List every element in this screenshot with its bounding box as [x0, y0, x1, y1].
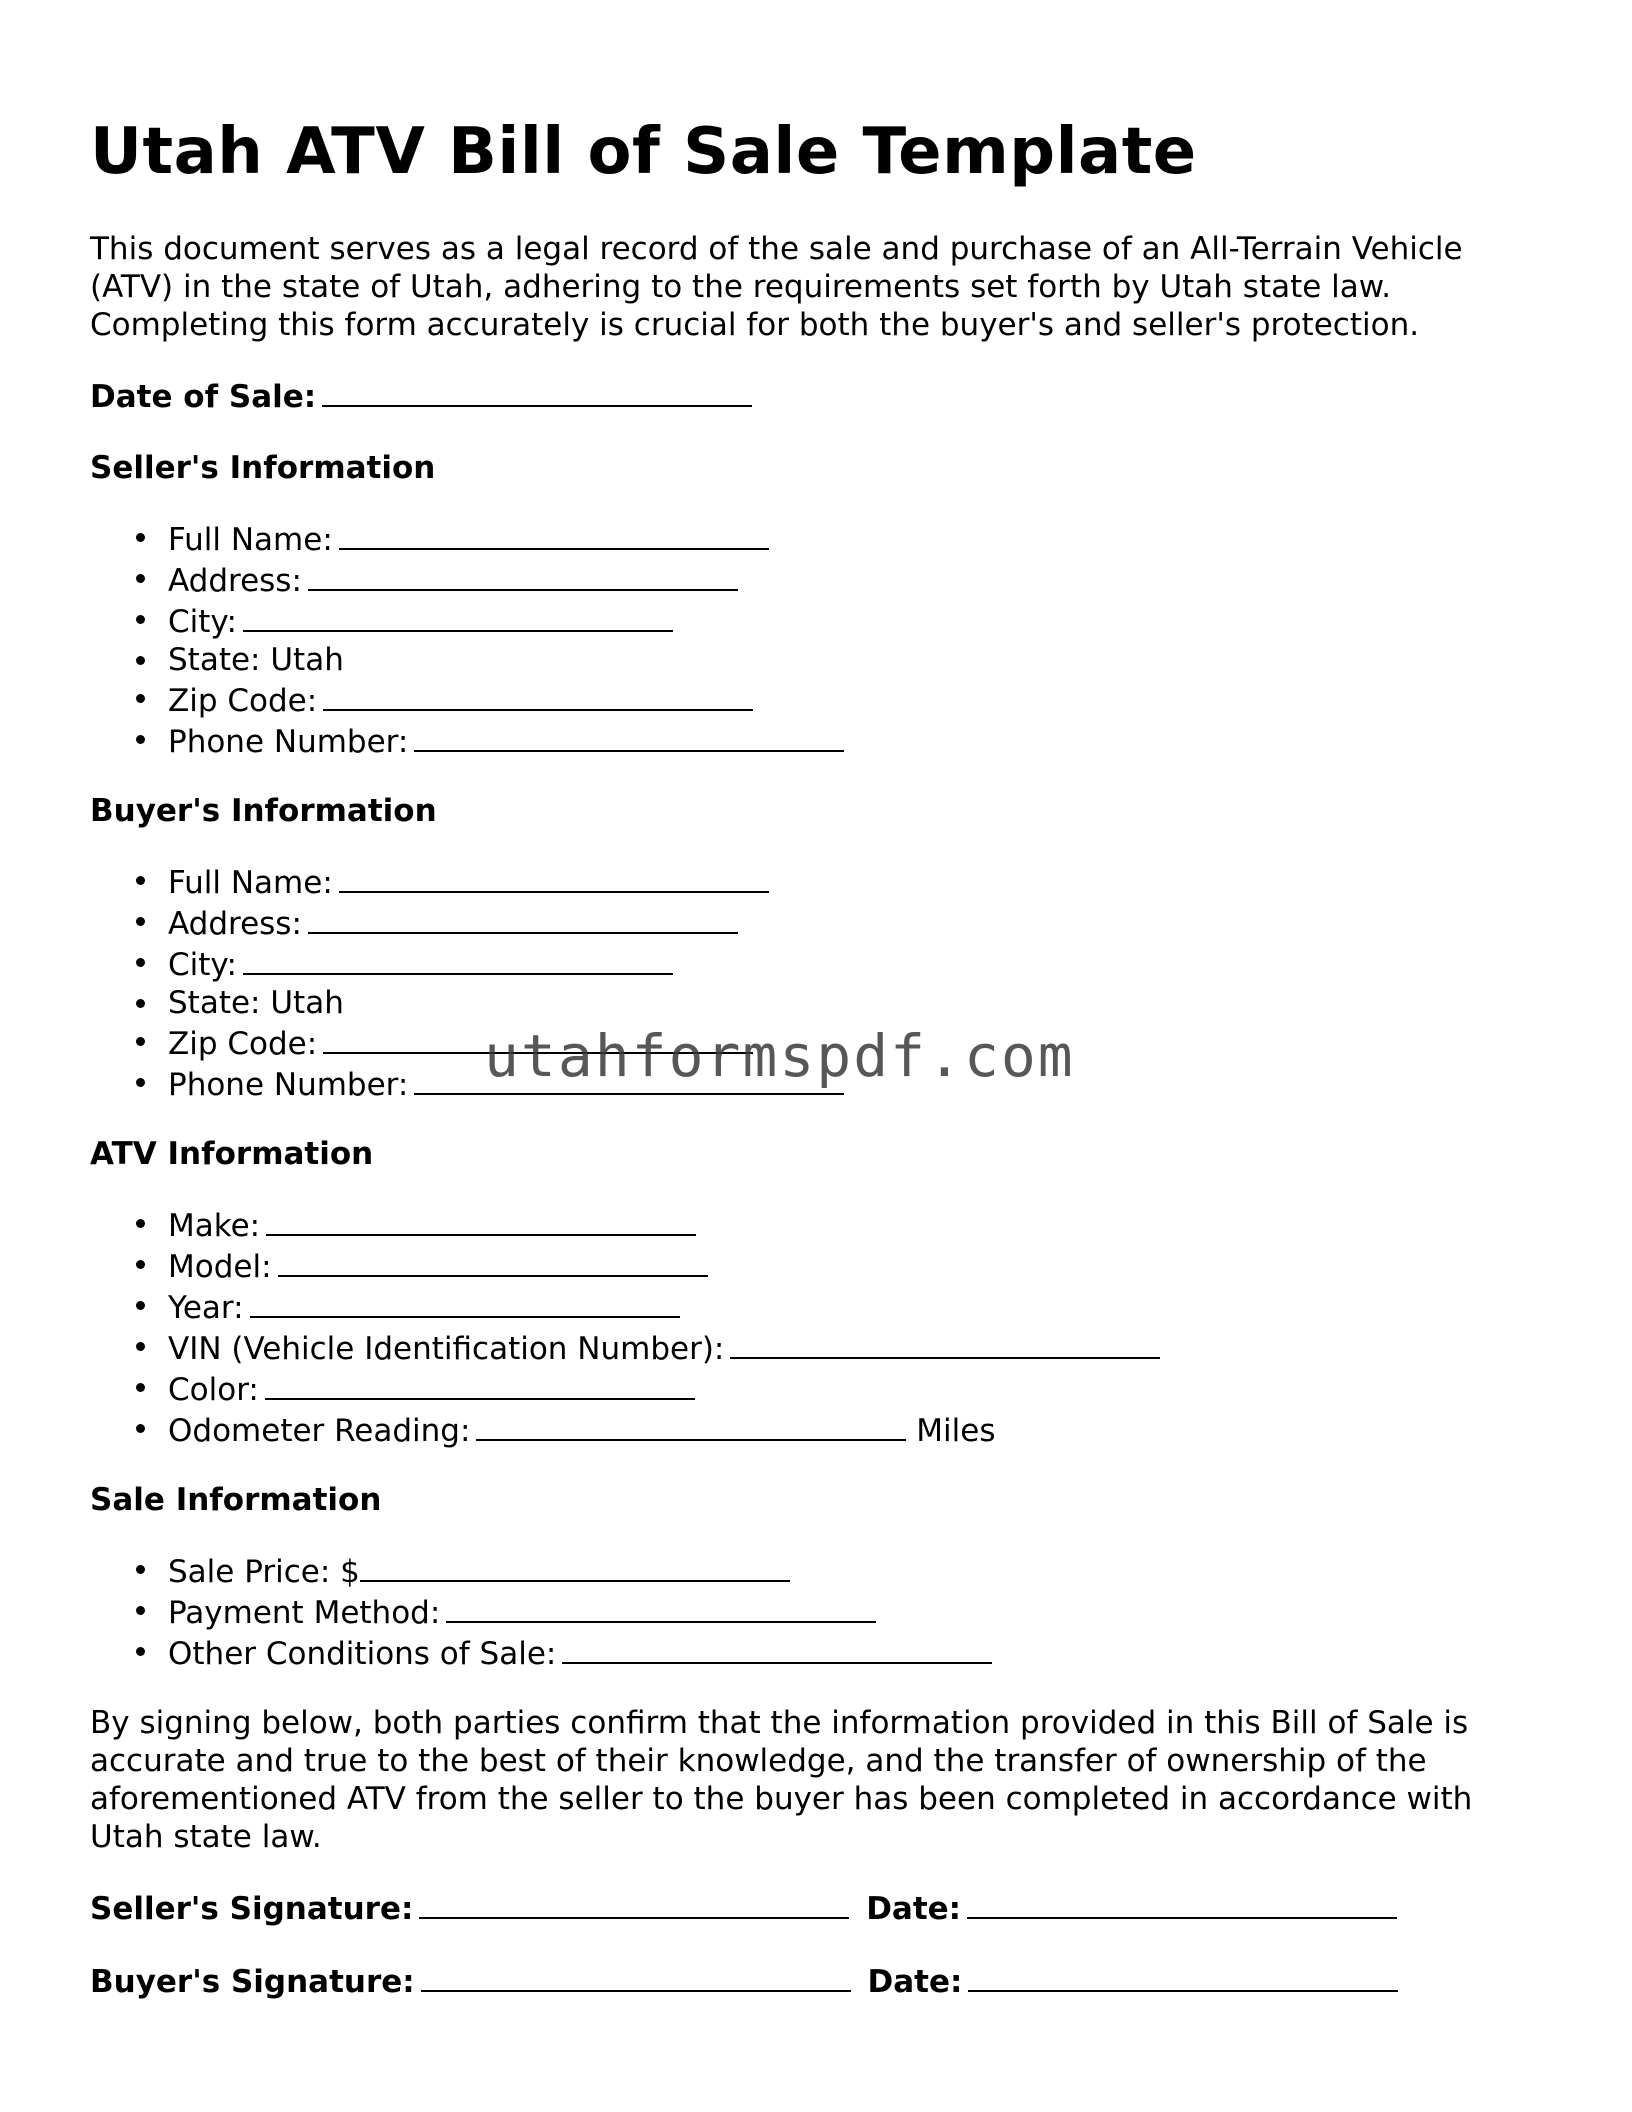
seller-full-name-blank[interactable] — [339, 518, 769, 550]
seller-heading: Seller's Information — [90, 450, 436, 486]
closing-paragraph: By signing below, both parties confirm that the information provided in this Bill of Sale is accurate and true to the best of their knowledge, and the transfer of ownership of the aforementioned ATV from the seller to the buyer has been completed in accordance with Utah state law. — [90, 1705, 1473, 1855]
buyer-state — [168, 984, 1550, 1022]
buyer-zip-label: Zip Code: — [168, 1026, 318, 1062]
sale-price-label: Sale Price: $ — [168, 1554, 360, 1590]
buyer-signature-blank[interactable] — [421, 1960, 851, 1992]
atv-vin-label: VIN (Vehicle Identification Number): — [168, 1331, 725, 1367]
buyer-full-name-blank[interactable] — [339, 861, 769, 893]
buyer-heading: Buyer's Information — [90, 793, 437, 829]
atv-vin-blank[interactable] — [730, 1327, 1160, 1359]
sale-heading: Sale Information — [90, 1482, 382, 1518]
buyer-date-label: Date: — [867, 1964, 963, 2000]
seller-phone-blank[interactable] — [414, 720, 844, 752]
seller-state — [168, 641, 1550, 679]
seller-phone-label: Phone Number: — [168, 724, 409, 760]
seller-city-label: City: — [168, 604, 237, 640]
buyer-date-blank[interactable] — [968, 1960, 1398, 1992]
seller-address-blank[interactable] — [308, 559, 738, 591]
seller-address-label: Address: — [168, 563, 302, 599]
seller-zip-label: Zip Code: — [168, 683, 318, 719]
date-of-sale-row — [90, 375, 1550, 416]
atv-year — [168, 1286, 1550, 1327]
seller-city-blank[interactable] — [243, 600, 673, 632]
buyer-city — [168, 943, 1550, 984]
buyer-address-label: Address: — [168, 906, 302, 942]
seller-signature-blank[interactable] — [419, 1887, 849, 1919]
page-title: Utah ATV Bill of Sale Template — [90, 115, 1197, 189]
sale-payment — [168, 1591, 1550, 1632]
atv-model-label: Model: — [168, 1249, 272, 1285]
buyer-state-label: State: Utah — [168, 985, 344, 1021]
buyer-full-name — [168, 861, 1550, 902]
atv-odometer-unit: Miles — [916, 1413, 996, 1449]
buyer-address — [168, 902, 1550, 943]
date-of-sale-blank[interactable] — [322, 375, 752, 407]
atv-model — [168, 1245, 1550, 1286]
atv-make-blank[interactable] — [266, 1204, 696, 1236]
atv-year-blank[interactable] — [250, 1286, 680, 1318]
seller-address — [168, 559, 1550, 600]
seller-list — [90, 518, 1550, 761]
sale-price — [168, 1550, 1550, 1591]
atv-color-blank[interactable] — [265, 1368, 695, 1400]
seller-signature-label: Seller's Signature: — [90, 1891, 414, 1927]
sale-conditions-blank[interactable] — [562, 1632, 992, 1664]
atv-vin — [168, 1327, 1550, 1368]
date-of-sale-label: Date of Sale: — [90, 379, 317, 415]
atv-color-label: Color: — [168, 1372, 259, 1408]
seller-signature-row — [90, 1887, 1550, 1928]
seller-phone — [168, 720, 1550, 761]
buyer-city-blank[interactable] — [243, 943, 673, 975]
atv-odometer — [168, 1409, 1550, 1450]
seller-zip — [168, 679, 1550, 720]
sale-price-blank[interactable] — [360, 1550, 790, 1582]
sale-payment-label: Payment Method: — [168, 1595, 441, 1631]
sale-list — [90, 1550, 1550, 1673]
atv-year-label: Year: — [168, 1290, 244, 1326]
atv-odometer-label: Odometer Reading: — [168, 1413, 471, 1449]
seller-date-blank[interactable] — [967, 1887, 1397, 1919]
buyer-full-name-label: Full Name: — [168, 865, 333, 901]
atv-make — [168, 1204, 1550, 1245]
atv-model-blank[interactable] — [278, 1245, 708, 1277]
sale-conditions — [168, 1632, 1550, 1673]
seller-city — [168, 600, 1550, 641]
buyer-address-blank[interactable] — [308, 902, 738, 934]
atv-heading: ATV Information — [90, 1136, 374, 1172]
atv-make-label: Make: — [168, 1208, 261, 1244]
buyer-signature-row — [90, 1960, 1550, 2001]
seller-state-label: State: Utah — [168, 642, 344, 678]
sale-payment-blank[interactable] — [446, 1591, 876, 1623]
watermark-text: utahformspdf.com — [484, 1022, 1075, 1090]
seller-date-label: Date: — [866, 1891, 962, 1927]
intro-paragraph: This document serves as a legal record of the sale and purchase of an All-Terrain Vehicle (ATV) in the state of Utah, adhering to the requirements set forth by Utah state law. Completing this form accurately is crucial for both the buyer's and seller's protection. — [90, 231, 1463, 343]
atv-odometer-blank[interactable] — [476, 1409, 906, 1441]
sale-conditions-label: Other Conditions of Sale: — [168, 1636, 557, 1672]
atv-list — [90, 1204, 1550, 1450]
buyer-phone-label: Phone Number: — [168, 1067, 409, 1103]
atv-color — [168, 1368, 1550, 1409]
seller-full-name — [168, 518, 1550, 559]
seller-zip-blank[interactable] — [323, 679, 753, 711]
buyer-signature-label: Buyer's Signature: — [90, 1964, 415, 2000]
seller-full-name-label: Full Name: — [168, 522, 333, 558]
buyer-city-label: City: — [168, 947, 237, 983]
